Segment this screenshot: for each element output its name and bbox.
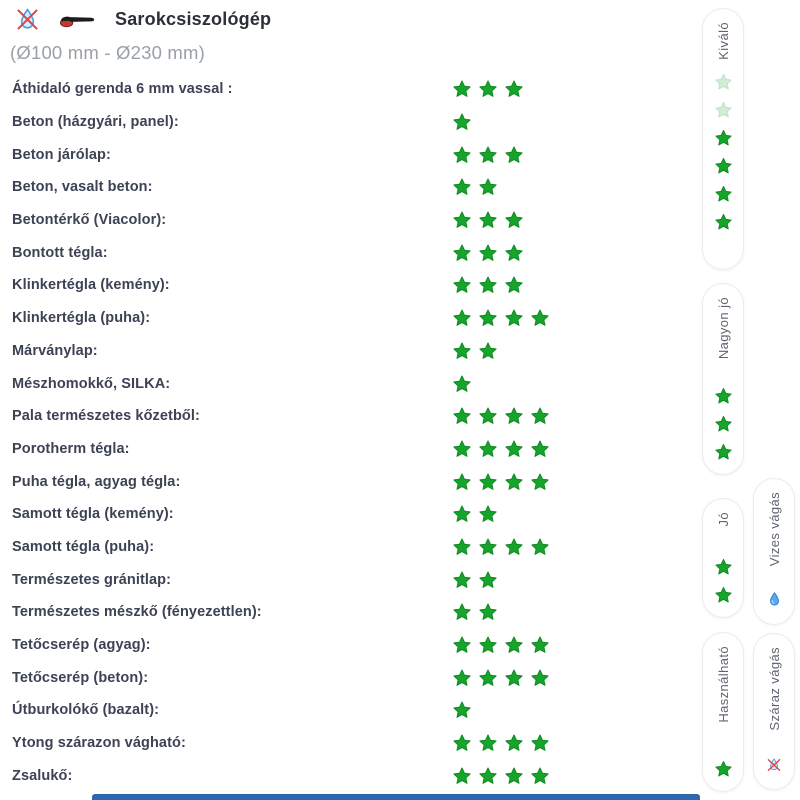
legend-pill-vizes-vagas — [753, 478, 795, 625]
star-icon — [478, 276, 498, 295]
star-icon — [504, 537, 524, 556]
legend-pill-hasznalhato — [702, 632, 744, 792]
star-icon — [478, 341, 498, 360]
material-name: Betontérkő (Viacolor): — [12, 212, 167, 229]
material-name: Természetes gránitlap: — [12, 571, 172, 588]
star-icon — [714, 387, 733, 405]
star-icon — [714, 129, 733, 147]
material-rating-stars — [452, 537, 550, 556]
star-icon — [714, 443, 733, 461]
material-name: Zsalukő: — [12, 767, 73, 784]
star-icon — [478, 734, 498, 753]
material-row — [0, 563, 695, 596]
star-icon — [452, 276, 472, 295]
legend-stars — [714, 387, 733, 474]
star-icon — [530, 766, 550, 785]
material-row — [0, 204, 695, 237]
star-icon — [452, 80, 472, 99]
star-icon — [530, 407, 550, 426]
star-icon — [714, 586, 733, 604]
star-icon — [452, 178, 472, 197]
material-row — [0, 367, 695, 400]
star-icon — [452, 243, 472, 262]
star-icon — [504, 211, 524, 230]
material-name: Bontott tégla: — [12, 244, 108, 261]
material-rating-stars — [452, 734, 550, 753]
star-icon — [504, 668, 524, 687]
star-icon — [714, 73, 733, 91]
star-icon — [452, 766, 472, 785]
star-icon — [452, 211, 472, 230]
bottom-divider-bar — [92, 794, 700, 800]
material-row — [0, 400, 695, 433]
star-icon — [714, 760, 733, 778]
material-name: Klinkertégla (kemény): — [12, 277, 170, 294]
star-icon — [452, 505, 472, 524]
material-rating-stars — [452, 276, 524, 295]
star-icon — [478, 766, 498, 785]
material-row — [0, 269, 695, 302]
material-name: Beton (házgyári, panel): — [12, 114, 179, 131]
legend-stars — [714, 73, 733, 231]
star-icon — [478, 178, 498, 197]
material-row — [0, 335, 695, 368]
star-icon — [530, 636, 550, 655]
star-icon — [504, 309, 524, 328]
material-rating-stars — [452, 211, 524, 230]
star-icon — [452, 309, 472, 328]
material-name: Pala természetes kőzetből: — [12, 408, 200, 425]
star-icon — [478, 668, 498, 687]
star-icon — [478, 211, 498, 230]
material-row — [0, 661, 695, 694]
material-name: Porotherm tégla: — [12, 440, 130, 457]
star-icon — [714, 415, 733, 433]
diameter-range: (Ø100 mm - Ø230 mm) — [10, 42, 205, 63]
star-icon — [530, 439, 550, 458]
material-row — [0, 596, 695, 629]
material-name: Klinkertégla (puha): — [12, 310, 151, 327]
star-icon — [530, 537, 550, 556]
material-rating-stars — [452, 636, 550, 655]
star-icon — [530, 734, 550, 753]
material-rating-stars — [452, 407, 550, 426]
material-rating-stars — [452, 668, 550, 687]
star-icon — [478, 80, 498, 99]
material-name: Puha tégla, agyag tégla: — [12, 473, 181, 490]
star-icon — [478, 439, 498, 458]
star-icon — [478, 570, 498, 589]
material-name: Áthidaló gerenda 6 mm vassal : — [12, 81, 233, 98]
star-icon — [504, 636, 524, 655]
legend-label: Vizes vágás — [766, 492, 782, 567]
material-name: Beton járólap: — [12, 146, 111, 163]
material-rating-stars — [452, 439, 550, 458]
star-icon — [504, 734, 524, 753]
star-icon — [452, 537, 472, 556]
material-rating-stars — [452, 80, 524, 99]
material-rating-stars — [452, 341, 498, 360]
star-icon — [478, 407, 498, 426]
material-rating-stars — [452, 113, 472, 132]
star-icon — [452, 374, 472, 393]
material-row — [0, 433, 695, 466]
legend-pill-nagyon-jo — [702, 283, 744, 475]
material-rating-stars — [452, 309, 550, 328]
legend-pill-kivalo — [702, 8, 744, 270]
star-icon — [714, 157, 733, 175]
star-icon — [504, 276, 524, 295]
star-icon — [478, 243, 498, 262]
star-icon — [452, 603, 472, 622]
star-icon — [452, 570, 472, 589]
material-rating-stars — [452, 472, 550, 491]
star-icon — [478, 472, 498, 491]
legend-stars — [714, 558, 733, 617]
material-rating-stars — [452, 178, 498, 197]
star-icon — [452, 407, 472, 426]
material-name: Tetőcserép (agyag): — [12, 637, 151, 654]
material-name: Tetőcserép (beton): — [12, 669, 149, 686]
star-icon — [478, 603, 498, 622]
material-name: Márványlap: — [12, 342, 98, 359]
star-icon — [478, 537, 498, 556]
star-icon — [504, 243, 524, 262]
star-icon — [504, 80, 524, 99]
star-icon — [504, 439, 524, 458]
water-drop-icon — [765, 590, 784, 624]
star-icon — [530, 668, 550, 687]
material-name: Samott tégla (puha): — [12, 538, 155, 555]
material-row — [0, 759, 695, 792]
material-row — [0, 138, 695, 171]
material-rating-stars — [452, 570, 498, 589]
material-name: Útburkolókő (bazalt): — [12, 702, 160, 719]
star-icon — [478, 505, 498, 524]
star-icon — [452, 701, 472, 720]
material-row — [0, 629, 695, 662]
star-icon — [478, 145, 498, 164]
star-icon — [504, 145, 524, 164]
star-icon — [504, 407, 524, 426]
angle-grinder-icon — [59, 10, 95, 29]
star-icon — [452, 439, 472, 458]
legend-pill-jo — [702, 498, 744, 618]
material-row — [0, 727, 695, 760]
header — [10, 6, 271, 64]
star-icon — [452, 636, 472, 655]
star-icon — [452, 472, 472, 491]
material-name: Ytong szárazon vágható: — [12, 735, 186, 752]
star-icon — [714, 185, 733, 203]
material-name: Beton, vasalt beton: — [12, 179, 153, 196]
star-icon — [530, 309, 550, 328]
material-row — [0, 106, 695, 139]
material-row — [0, 171, 695, 204]
material-name: Mészhomokkő, SILKA: — [12, 375, 171, 392]
material-list — [0, 73, 695, 792]
star-icon — [714, 213, 733, 231]
star-icon — [478, 309, 498, 328]
star-icon — [504, 766, 524, 785]
material-rating-stars — [452, 505, 498, 524]
legend-pill-szaraz-vagas — [753, 633, 795, 790]
star-icon — [530, 472, 550, 491]
material-rating-stars — [452, 766, 550, 785]
legend-stars — [714, 760, 733, 791]
no-wet-cutting-icon — [14, 6, 41, 33]
no-water-icon — [765, 756, 783, 789]
star-icon — [714, 558, 733, 576]
star-icon — [452, 734, 472, 753]
star-icon — [452, 145, 472, 164]
legend-label: Kiváló — [715, 22, 731, 60]
star-icon — [714, 101, 733, 119]
material-row — [0, 694, 695, 727]
material-row — [0, 236, 695, 269]
material-row — [0, 465, 695, 498]
legend-label: Jó — [715, 512, 731, 527]
star-icon — [504, 472, 524, 491]
star-icon — [452, 668, 472, 687]
material-name: Samott tégla (kemény): — [12, 506, 174, 523]
material-rating-stars — [452, 243, 524, 262]
material-rating-stars — [452, 603, 498, 622]
material-row — [0, 531, 695, 564]
material-name: Természetes mészkő (fényezettlen): — [12, 604, 262, 621]
legend-label: Nagyon jó — [715, 297, 731, 360]
legend-label: Száraz vágás — [766, 647, 782, 731]
material-rating-stars — [452, 145, 524, 164]
material-row — [0, 73, 695, 106]
star-icon — [478, 636, 498, 655]
material-row — [0, 302, 695, 335]
material-rating-stars — [452, 701, 472, 720]
legend-label: Használható — [715, 646, 731, 723]
star-icon — [452, 113, 472, 132]
page-title: Sarokcsiszológép — [115, 9, 272, 29]
star-icon — [452, 341, 472, 360]
material-rating-stars — [452, 374, 472, 393]
material-row — [0, 498, 695, 531]
